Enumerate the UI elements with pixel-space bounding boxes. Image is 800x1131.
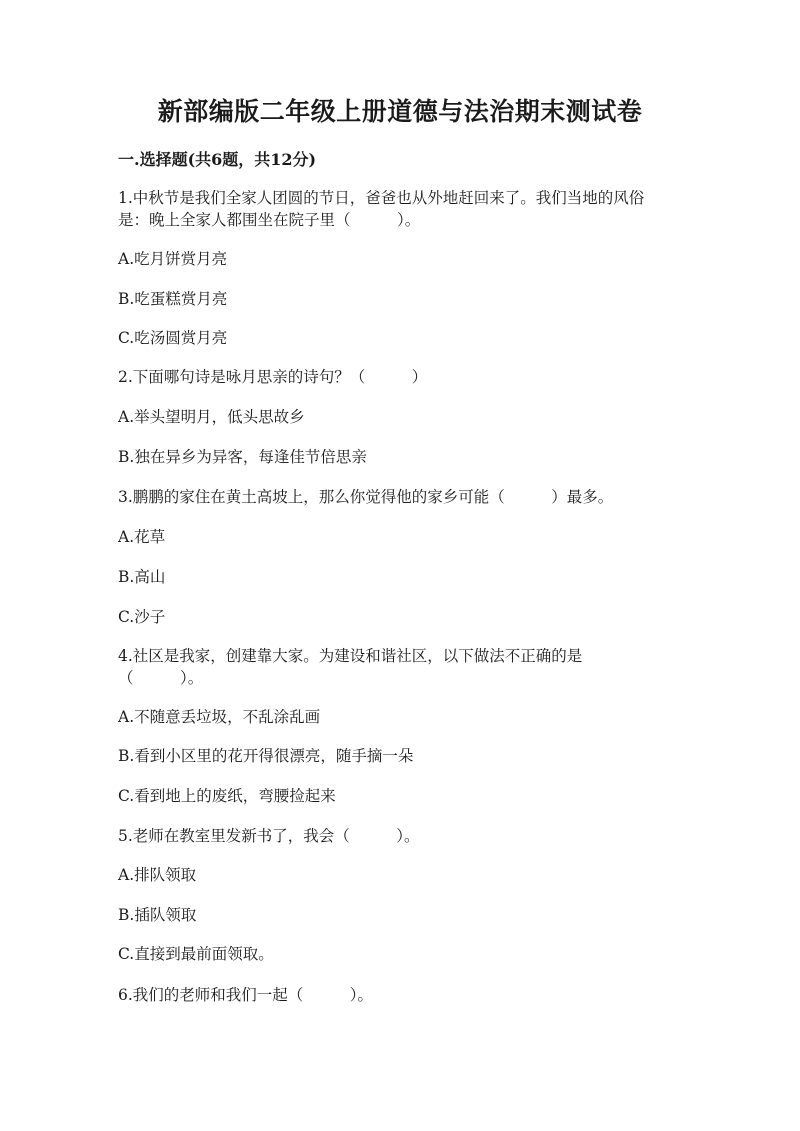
question-3-option-a: A.花草 — [118, 528, 166, 546]
question-3-option-b: B.高山 — [118, 568, 166, 586]
question-2-stem: 2.下面哪句诗是咏月思亲的诗句？（ ） — [118, 368, 428, 386]
question-4-option-a: A.不随意丢垃圾，不乱涂乱画 — [118, 708, 321, 726]
question-1-option-c: C.吃汤圆赏月亮 — [118, 329, 228, 347]
question-1-stem-line-2: 是：晚上全家人都围坐在院子里（ ）。 — [118, 211, 421, 229]
question-4-option-c: C.看到地上的废纸，弯腰捡起来 — [118, 787, 336, 805]
question-2-option-b: B.独在异乡为异客，每逢佳节倍思亲 — [118, 448, 367, 466]
question-1-stem-line-1: 1.中秋节是我们全家人团圆的节日，爸爸也从外地赶回来了。我们当地的风俗 — [118, 189, 645, 207]
question-2-option-a: A.举头望明月，低头思故乡 — [118, 408, 305, 426]
question-3-option-c: C.沙子 — [118, 608, 166, 626]
question-3-stem: 3.鹏鹏的家住在黄土高坡上，那么你觉得他的家乡可能（ ）最多。 — [118, 488, 614, 506]
question-5-stem: 5.老师在教室里发新书了，我会（ ）。 — [118, 827, 420, 845]
question-1-option-a: A.吃月饼赏月亮 — [118, 250, 228, 268]
page-title: 新部编版二年级上册道德与法治期末测试卷 — [157, 97, 643, 126]
question-1-option-b: B.吃蛋糕赏月亮 — [118, 290, 228, 308]
question-4-stem-line-2: （ ）。 — [118, 669, 204, 687]
question-5-option-b: B.插队领取 — [118, 906, 197, 924]
question-5-option-a: A.排队领取 — [118, 866, 197, 884]
question-4-stem-line-1: 4.社区是我家，创建靠大家。为建设和谐社区，以下做法不正确的是 — [118, 647, 583, 665]
question-4-option-b: B.看到小区里的花开得很漂亮，随手摘一朵 — [118, 747, 414, 765]
question-5-option-c: C.直接到最前面领取。 — [118, 945, 274, 963]
question-6-stem: 6.我们的老师和我们一起（ ）。 — [118, 986, 374, 1004]
section-heading: 一.选择题(共6题，共12分) — [118, 150, 317, 169]
